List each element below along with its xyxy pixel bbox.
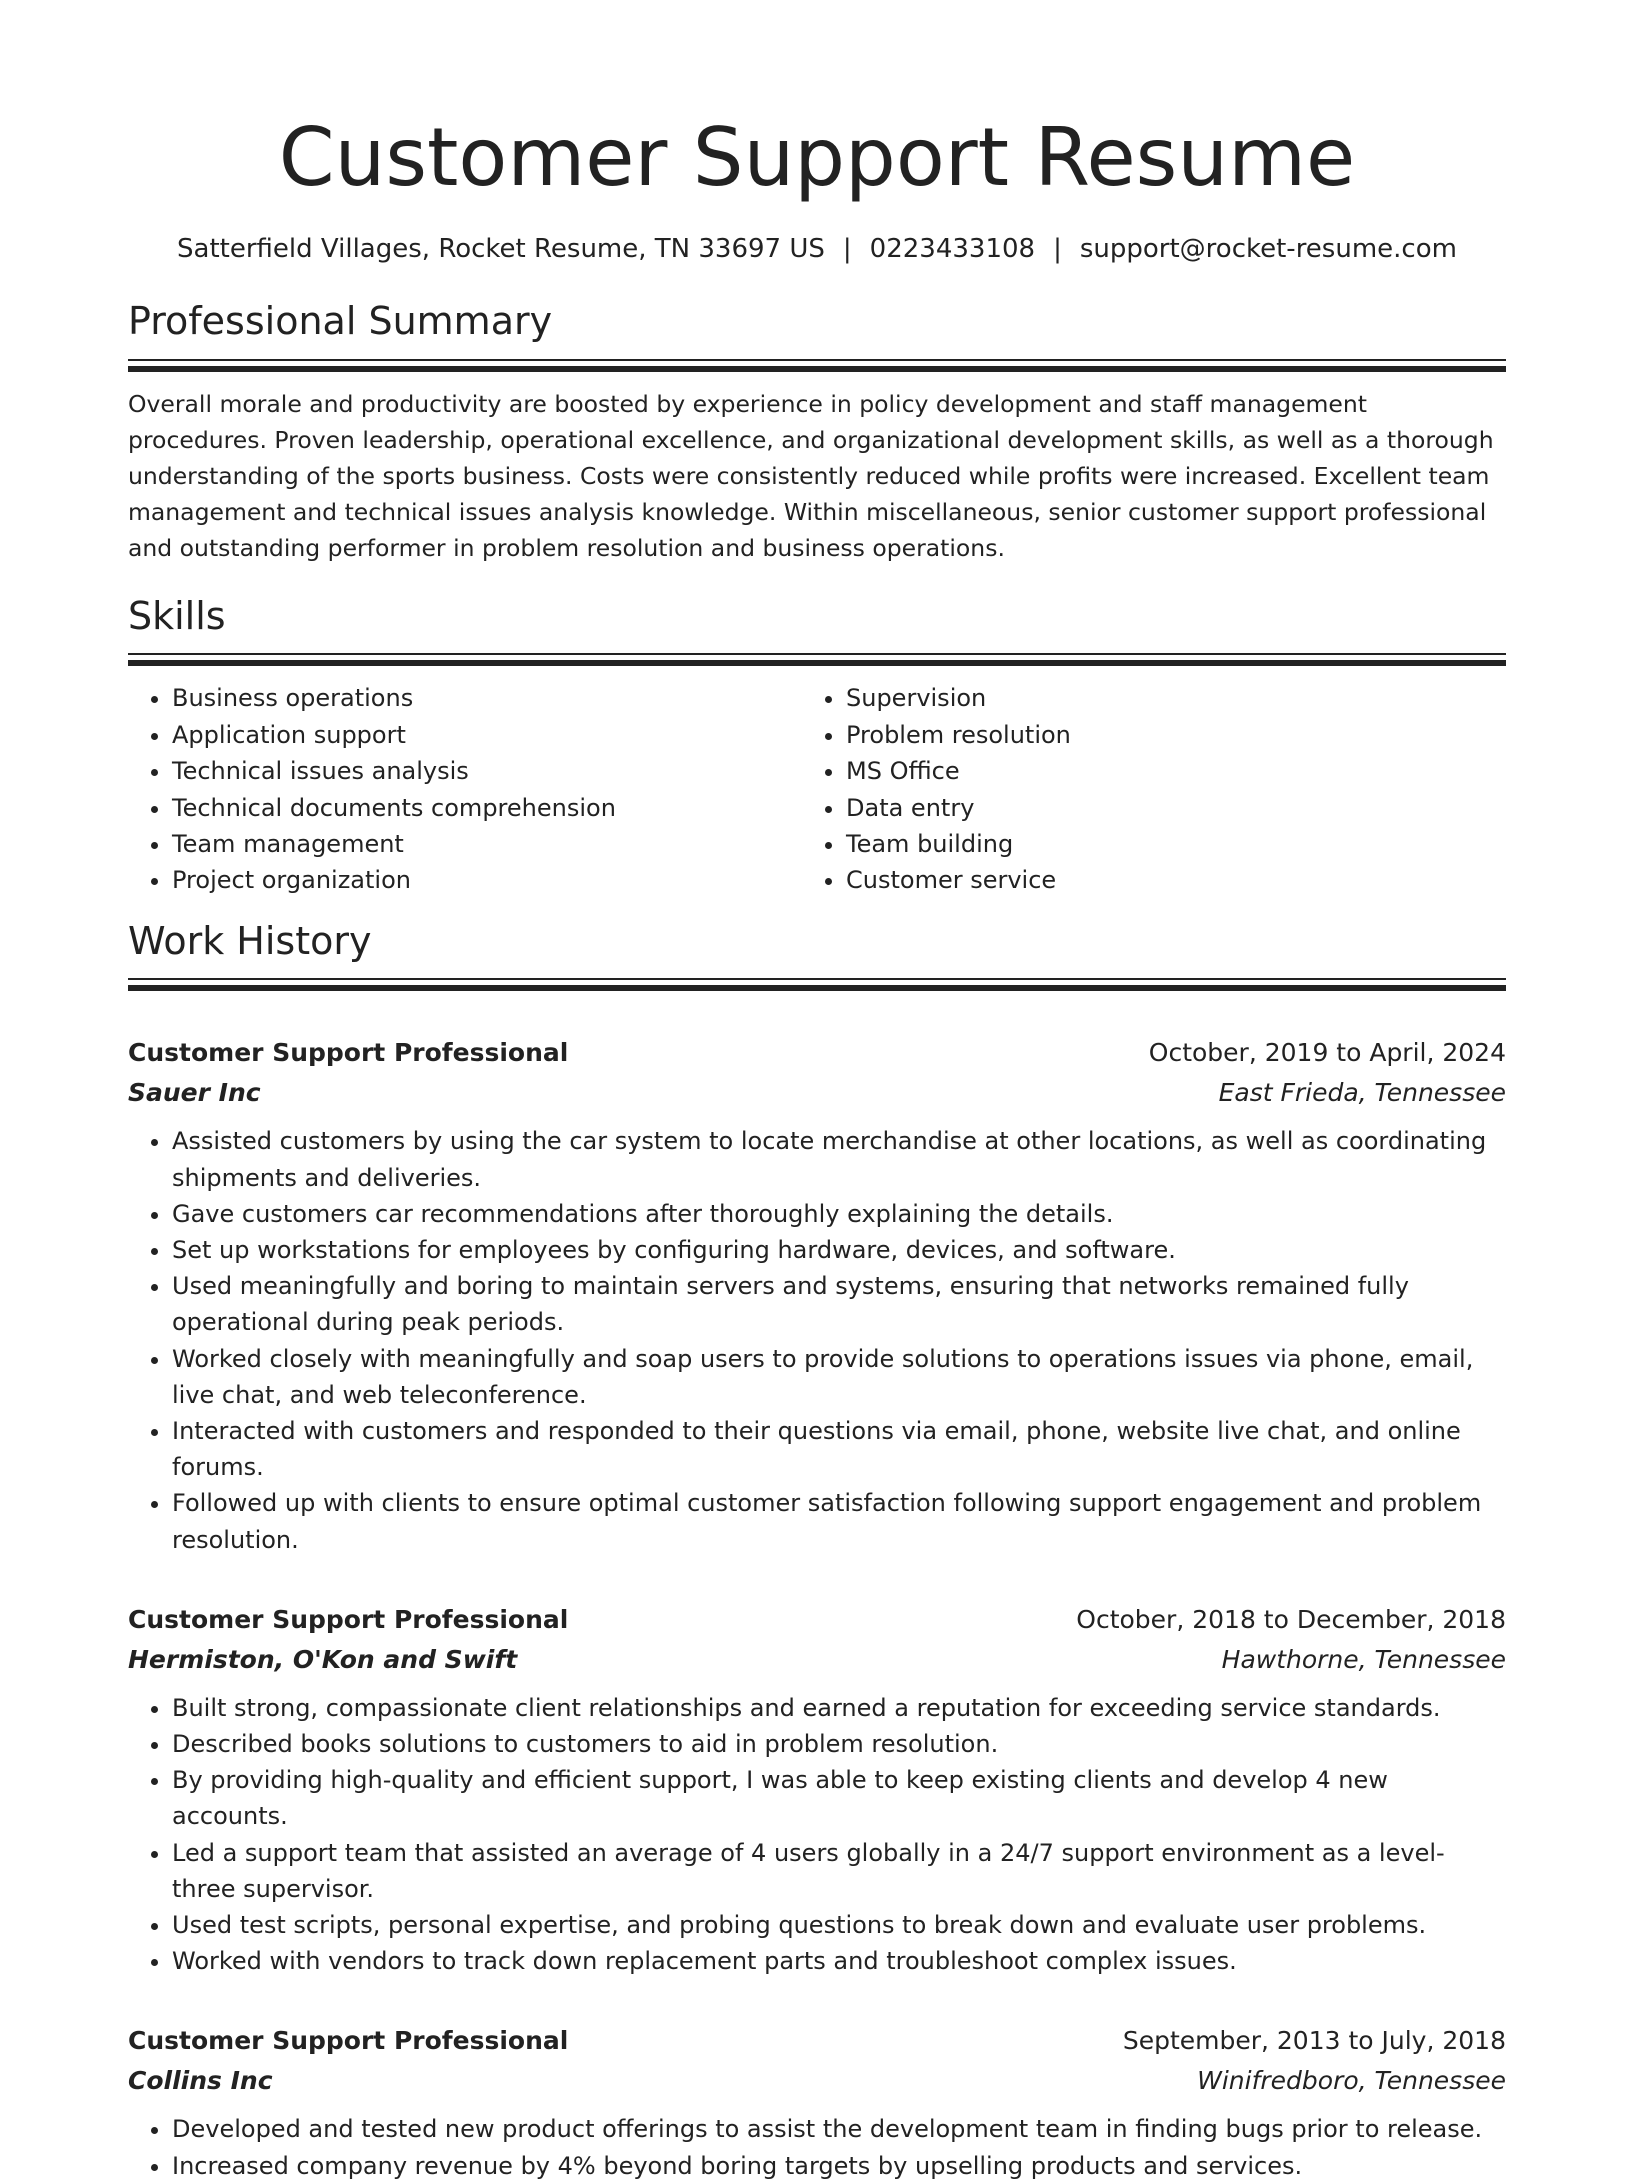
section-title-skills: Skills (128, 593, 226, 638)
job-bullet: • Increased company revenue by 4% beyond boring targets by upselling products and services. (172, 2148, 1506, 2184)
skill-item: • Project organization (172, 862, 802, 898)
skill-item: • Customer service (846, 862, 1071, 898)
job-bullet: • Set up workstations for employees by configuring hardware, devices, and software. (172, 1232, 1506, 1268)
jobs-list (128, 1033, 1506, 2183)
section-divider (128, 660, 1506, 666)
contact-line (128, 234, 1506, 265)
skill-item: • Team management (172, 826, 802, 862)
job-header (128, 1033, 1506, 1073)
job-bullet: • Assisted customers by using the car system to locate merchandise at other locations, as well as coordinating shipments and deliveries. (172, 1123, 1506, 1195)
contact-separator: | (842, 234, 852, 264)
job-title: Customer Support Professional (128, 1038, 569, 1068)
contact-separator: | (1053, 234, 1062, 264)
section-divider (128, 978, 1506, 980)
job-header (128, 2021, 1506, 2061)
job-bullet: • Used test scripts, personal expertise, and probing questions to break down and evaluate user problems. (172, 1907, 1506, 1943)
summary-section (128, 299, 1506, 566)
skill-item: • Business operations (172, 680, 802, 716)
job-bullet: • By providing high-quality and efficient support, I was able to keep existing clients and develop 4 new accounts. (172, 1762, 1506, 1834)
job-company: Sauer Inc (128, 1078, 261, 1108)
section-divider (128, 985, 1506, 991)
job-location: East Frieda, Tennessee (1218, 1078, 1506, 1108)
contact-email: support@rocket-resume.com (1079, 234, 1457, 264)
job-bullets (128, 1690, 1506, 1980)
skills-column-right (802, 680, 1071, 898)
contact-phone: 0223433108 (869, 234, 1036, 264)
job-subheader (128, 2061, 1506, 2101)
skill-item: • Data entry (846, 790, 1071, 826)
job-entry (128, 1600, 1506, 1980)
job-location: Winifredboro, Tennessee (1197, 2066, 1506, 2096)
contact-address: Satterfield Villages, Rocket Resume, TN 33697 US (177, 234, 825, 264)
section-title-summary: Professional Summary (128, 299, 553, 344)
job-bullet: • Built strong, compassionate client relationships and earned a reputation for exceeding service standards. (172, 1690, 1506, 1726)
job-dates: October, 2018 to December, 2018 (1076, 1604, 1506, 1634)
skills-column-left (128, 680, 802, 898)
skill-item: • Problem resolution (846, 717, 1071, 753)
summary-text: Overall morale and productivity are boosted by experience in policy development and staff management procedures. Proven leadership, operational excellence, and organizational development skills, as well as a thorough understanding of the sports business. Costs were consistently reduced while profits were increased. Excellent team management and technical issues analysis knowledge. Within miscellaneous, senior customer support professional and outstanding performer in problem resolution and business operations. (128, 389, 1494, 562)
job-bullet: • Interacted with customers and responded to their questions via email, phone, website live chat, and online forums. (172, 1413, 1506, 1485)
skill-item: • Team building (846, 826, 1071, 862)
job-title: Customer Support Professional (128, 2026, 569, 2056)
job-bullets (128, 2111, 1506, 2183)
skill-item: • Application support (172, 717, 802, 753)
job-entry (128, 1033, 1506, 1557)
skill-item: • Technical documents comprehension (172, 790, 802, 826)
job-bullets (128, 1123, 1506, 1557)
skill-item: • MS Office (846, 753, 1071, 789)
skill-item: • Supervision (846, 680, 1071, 716)
section-title-work: Work History (128, 918, 372, 963)
job-subheader (128, 1640, 1506, 1680)
job-bullet: • Used meaningfully and boring to maintain servers and systems, ensuring that networks remained fully operational during peak periods. (172, 1268, 1506, 1340)
skill-item: • Technical issues analysis (172, 753, 802, 789)
job-bullet: • Described books solutions to customers to aid in problem resolution. (172, 1726, 1506, 1762)
resume-title: Customer Support Resume (278, 111, 1356, 204)
job-subheader (128, 1073, 1506, 1113)
section-divider (128, 359, 1506, 361)
job-title: Customer Support Professional (128, 1604, 569, 1634)
skills-section (128, 594, 1506, 899)
work-section (128, 919, 1506, 2184)
job-company: Collins Inc (128, 2066, 273, 2096)
job-dates: September, 2013 to July, 2018 (1122, 2026, 1506, 2056)
job-bullet: • Gave customers car recommendations after thoroughly explaining the details. (172, 1196, 1506, 1232)
job-bullet: • Developed and tested new product offerings to assist the development team in finding bugs prior to release. (172, 2111, 1506, 2147)
section-divider (128, 653, 1506, 655)
job-header (128, 1600, 1506, 1640)
job-dates: October, 2019 to April, 2024 (1148, 1038, 1506, 1068)
job-bullet: • Worked closely with meaningfully and soap users to provide solutions to operations issues via phone, email, live chat, and web teleconference. (172, 1341, 1506, 1413)
job-bullet: • Followed up with clients to ensure optimal customer satisfaction following support engagement and problem resolution. (172, 1485, 1506, 1557)
job-bullet: • Led a support team that assisted an average of 4 users globally in a 24/7 support environment as a level-three supervisor. (172, 1835, 1506, 1907)
job-entry (128, 2021, 1506, 2183)
section-divider (128, 366, 1506, 372)
skills-list (128, 680, 1506, 898)
job-location: Hawthorne, Tennessee (1221, 1644, 1506, 1674)
job-bullet: • Worked with vendors to track down replacement parts and troubleshoot complex issues. (172, 1943, 1506, 1979)
job-company: Hermiston, O'Kon and Swift (128, 1644, 518, 1674)
